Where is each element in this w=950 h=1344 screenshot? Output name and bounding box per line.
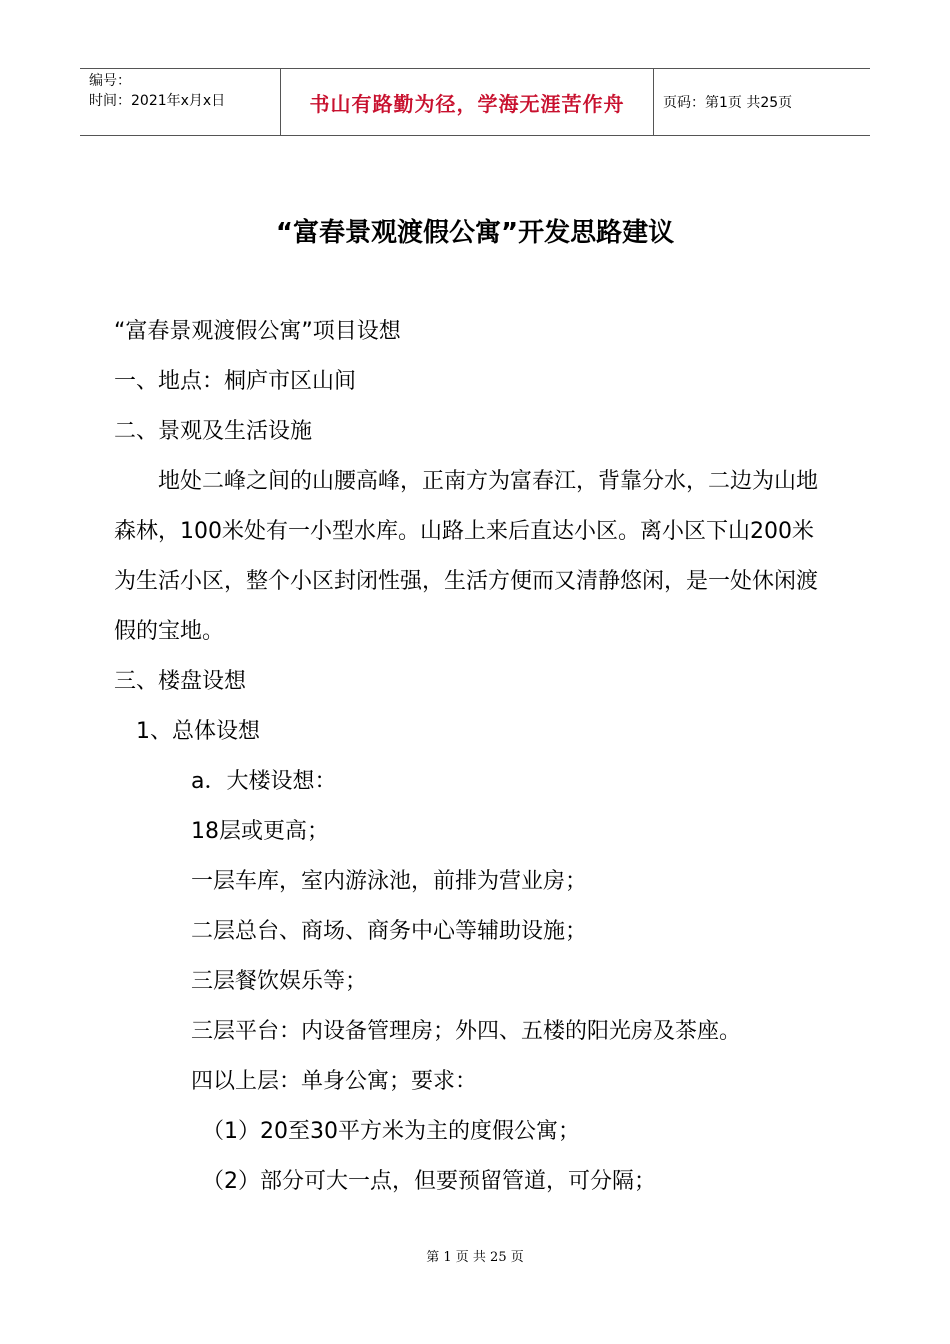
paragraph-line: 森林，100米处有一小型水库。山路上来后直达小区。离小区下山200米 [114, 519, 814, 544]
document-title: “富春景观渡假公寓”开发思路建议 [275, 218, 675, 248]
list-item: a．大楼设想： [191, 769, 337, 794]
section-location: 一、地点：桐庐市区山间 [114, 369, 357, 394]
section-landscape: 二、景观及生活设施 [114, 419, 313, 444]
list-item: 一层车库，室内游泳池，前排为营业房； [191, 869, 588, 894]
motto-cell [281, 69, 654, 135]
motto-text: 书山有路勤为径，学海无涯苦作舟 [309, 91, 625, 116]
page-info-text: 页码：第1页 共25页 [663, 95, 793, 111]
subsection-overall: 1、总体设想 [136, 719, 260, 744]
section-building: 三、楼盘设想 [114, 669, 247, 694]
list-item: 18层或更高； [191, 819, 329, 844]
list-item: 二层总台、商场、商务中心等辅助设施； [191, 919, 588, 944]
list-item: （2）部分可大一点，但要预留管道，可分隔； [202, 1169, 656, 1194]
time-label: 时间：2021年x月x日 [89, 93, 226, 109]
list-item: 三层餐饮娱乐等； [191, 969, 368, 994]
paragraph-line: 假的宝地。 [114, 619, 225, 644]
page-footer: 第 1 页 共 25 页 [426, 1250, 524, 1265]
paragraph-line: 地处二峰之间的山腰高峰，正南方为富春江，背靠分水，二边为山地 [158, 469, 819, 494]
header-meta-cell [80, 69, 281, 135]
project-heading: “富春景观渡假公寓”项目设想 [114, 319, 401, 344]
list-item: 四以上层：单身公寓；要求： [191, 1069, 478, 1094]
list-item: 三层平台：内设备管理房；外四、五楼的阳光房及茶座。 [191, 1019, 742, 1044]
header-table [80, 68, 870, 136]
list-item: （1）20至30平方米为主的度假公寓； [202, 1119, 580, 1144]
paragraph-line: 为生活小区，整个小区封闭性强，生活方便而又清静悠闲，是一处休闲渡 [114, 569, 819, 594]
page-info-cell [654, 69, 870, 135]
number-label: 编号： [89, 73, 131, 89]
